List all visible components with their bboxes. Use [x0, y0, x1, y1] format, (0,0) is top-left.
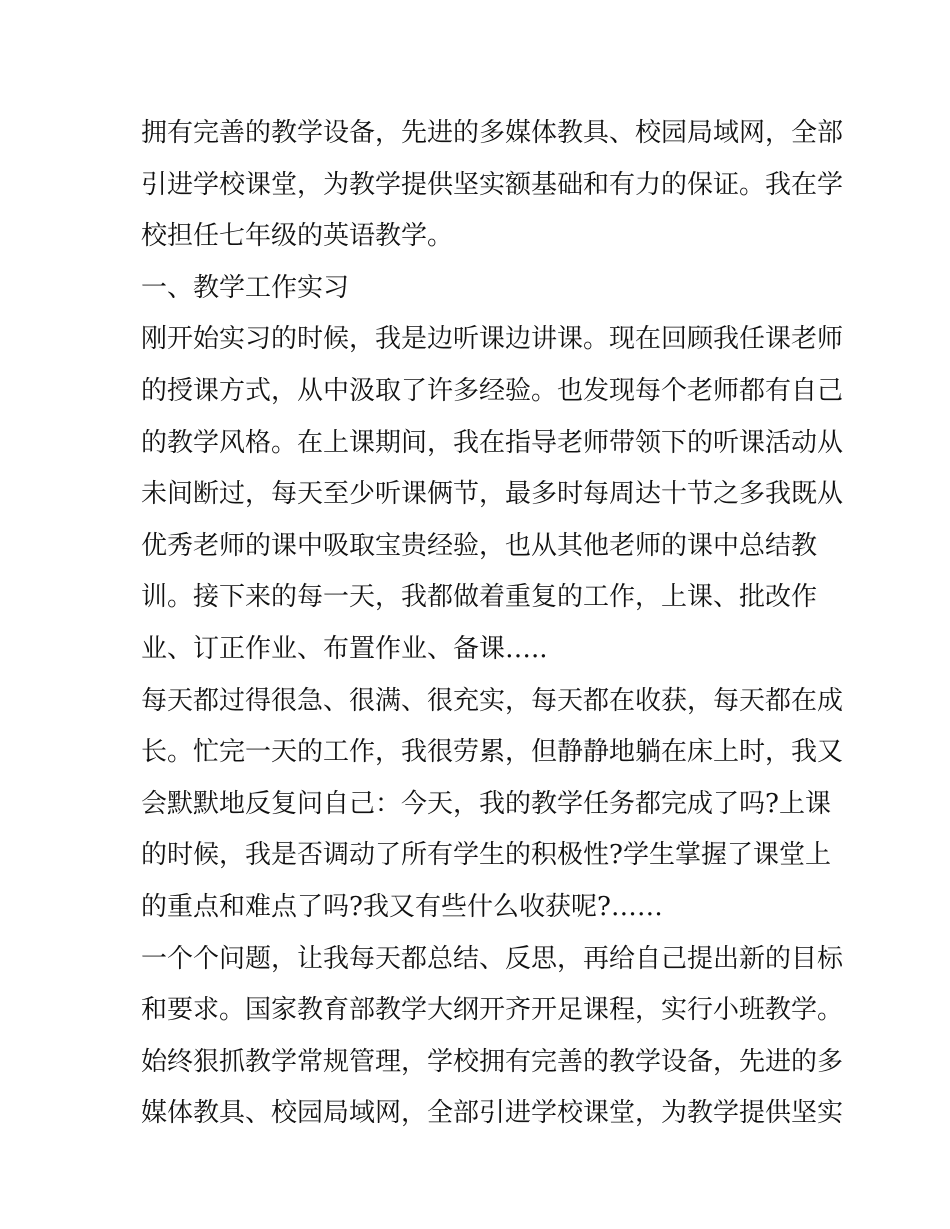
text-line: 的重点和难点了吗?我又有些什么收获呢?…… — [141, 891, 663, 922]
text-line: 拥有完善的教学设备，先进的多媒体教具、校园局域网，全部 — [141, 118, 844, 148]
text-line: 优秀老师的课中吸取宝贵经验，也从其他老师的课中总结教 — [141, 530, 818, 561]
text-line: 的教学风格。在上课期间，我在指导老师带领下的听课活动从 — [141, 427, 844, 458]
text-line: 训。接下来的每一天，我都做着重复的工作，上课、批改作 — [141, 582, 818, 613]
text-line: 的授课方式，从中汲取了许多经验。也发现每个老师都有自己 — [141, 375, 844, 406]
text-line: 业、订正作业、布置作业、备课….. — [141, 633, 548, 664]
text-line: 始终狠抓教学常规管理，学校拥有完善的教学设备，先进的多 — [141, 1046, 844, 1077]
text-line: 的时候，我是否调动了所有学生的积极性?学生掌握了课堂上 — [141, 840, 831, 871]
text-line: 校担任七年级的英语教学。 — [141, 221, 454, 252]
text-line: 长。忙完一天的工作，我很劳累，但静静地躺在床上时，我又 — [141, 737, 844, 768]
text-line: 媒体教具、校园局域网，全部引进学校课堂，为教学提供坚实 — [141, 1098, 844, 1129]
text-line: 一个个问题，让我每天都总结、反思，再给自己提出新的目标 — [141, 943, 844, 974]
text-line: 会默默地反复问自己：今天，我的教学任务都完成了吗?上课 — [141, 788, 831, 819]
text-line: 引进学校课堂，为教学提供坚实额基础和有力的保证。我在学 — [141, 169, 844, 200]
section-heading: 一、教学工作实习 — [141, 272, 350, 303]
text-line: 每天都过得很急、很满、很充实，每天都在收获，每天都在成 — [141, 685, 844, 716]
text-line: 和要求。国家教育部教学大纲开齐开足课程，实行小班教学。 — [141, 995, 844, 1026]
text-line: 刚开始实习的时候，我是边听课边讲课。现在回顾我任课老师 — [141, 324, 844, 355]
document-body — [141, 108, 844, 1140]
text-line: 未间断过，每天至少听课俩节，最多时每周达十节之多我既从 — [141, 479, 844, 510]
